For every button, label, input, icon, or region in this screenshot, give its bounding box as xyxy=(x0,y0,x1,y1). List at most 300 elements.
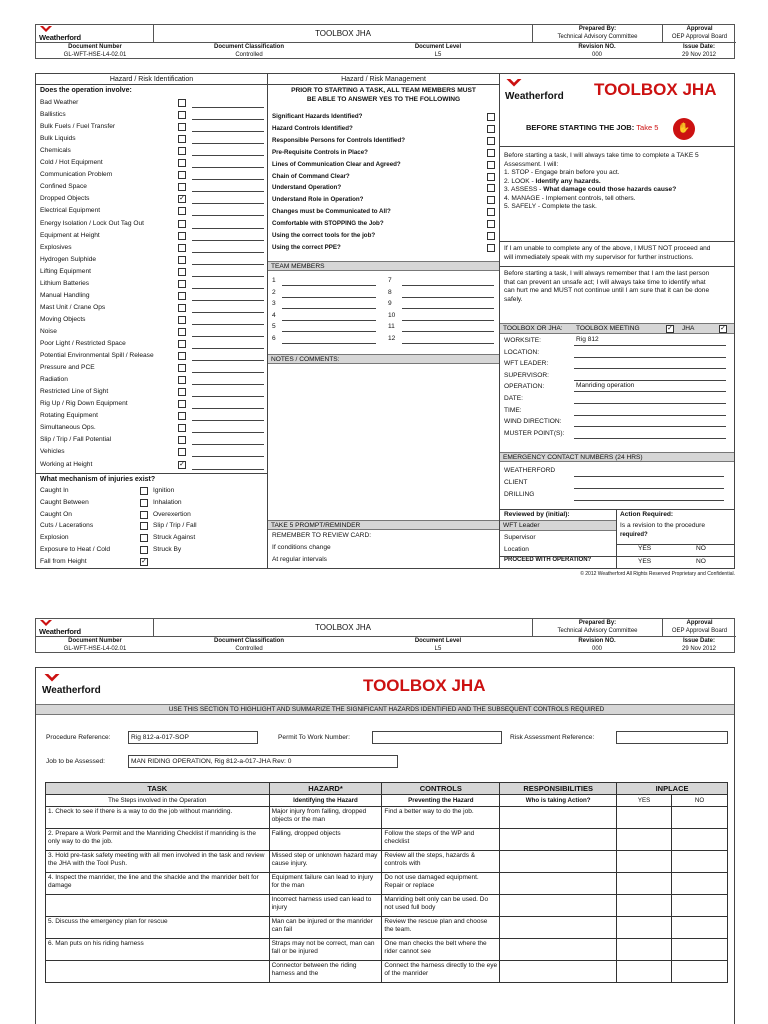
jha-resp-cell[interactable] xyxy=(500,961,617,983)
jha-no-cell[interactable] xyxy=(672,939,728,961)
jha-task-cell[interactable]: 4. Inspect the manrider, the line and the shackle and the manrider belt for damage xyxy=(46,873,270,895)
page2-company: Weatherford xyxy=(42,685,101,696)
team-member-line[interactable] xyxy=(282,320,376,321)
hazard-item-note-line[interactable] xyxy=(192,203,264,204)
page2-body xyxy=(35,667,735,1024)
hazard-item-note-line[interactable] xyxy=(192,288,264,289)
hazard-item-checkbox[interactable] xyxy=(178,99,186,107)
jha-hazard-cell[interactable]: Major injury from falling, dropped objects or the man xyxy=(269,807,382,829)
hazard-item-checkbox[interactable] xyxy=(178,280,186,288)
site-field-label: LOCATION: xyxy=(504,348,540,356)
hazard-item-note-line[interactable] xyxy=(192,456,264,457)
take5-prompt-title: TAKE 5 PROMPT/REMINDER xyxy=(268,520,499,530)
readiness-question: Understand Role in Operation? xyxy=(272,196,364,204)
team-member-line[interactable] xyxy=(402,343,494,344)
hazard-item-note-line[interactable] xyxy=(192,155,264,156)
jha-hazard-cell[interactable]: Incorrect harness used can lead to injury xyxy=(269,895,382,917)
jha-no-cell[interactable] xyxy=(672,917,728,939)
revision: Revision NO. 000 xyxy=(578,44,616,58)
site-field-value[interactable]: Rig 812 xyxy=(576,336,599,343)
hazard-item-checkbox[interactable] xyxy=(178,268,186,276)
issue-date: Issue Date: 29 Nov 2012 xyxy=(681,44,717,58)
jha-yes-cell[interactable] xyxy=(617,829,672,851)
toolbox-or-jha-row: TOOLBOX OR JHA: TOOLBOX MEETING ✓ JHA ✓ xyxy=(500,323,734,334)
site-field-line[interactable] xyxy=(574,438,726,439)
hazard-item xyxy=(40,110,295,120)
doc-level: Document Level L5 xyxy=(414,638,462,652)
team-member-number: 1 xyxy=(272,277,276,284)
jha-hazard-cell[interactable]: Falling, dropped objects xyxy=(269,829,382,851)
hazard-item-label: Equipment at Height xyxy=(40,231,100,239)
team-member-line[interactable] xyxy=(402,320,494,321)
job-label: Job to be Assessed: xyxy=(46,758,106,765)
site-field-line[interactable] xyxy=(574,345,726,346)
hazard-item xyxy=(40,327,295,337)
take5-panel: Weatherford TOOLBOX JHA BEFORE STARTING THE JOB: Take 5 ✋ Before starting a task, I will always take time to complete a TAKE 5 Assessment. I will: 1. STOP - Engage brain before you act. 2. LOOK - Identify any hazards. 3. ASSESS - What damage could those hazards cause? 4. MANAGE - Implement controls, tell others. 5. SAFELY - Complete the task. If I am unable to complete any of the above, I MUST NOT proceed and will immediately speak with my supervisor for further instructions. Before starting a task, I will always remember that I am the last person that can prevent an unsafe act; I will always take time to identify what can hurt me and MUST not continue until I am sure that it can be done safely. TOOLBOX OR JHA: TOOLBOX MEETING ✓ JHA ✓ WORKSITE: Rig 812 LOCATION: WFT LEADER: SUPERVISOR: OPERATION: Manriding operation DATE: TIME: WIND DIRECTION: MUSTER POINT(S): EMERGENCY CONTACT NUMBERS (24 HRS) WEATHERFORD CLIENT DRILLING Reviewed by (initial): Action Required: WFT Leader Supervisor Location PROCEED WITH OPERATION? Is a revision to the procedure required? YES NO YES NO xyxy=(499,73,735,569)
jha-resp-cell[interactable] xyxy=(500,917,617,939)
readiness-question: Understand Operation? xyxy=(272,184,342,192)
mechanism-checkbox[interactable] xyxy=(140,522,148,530)
hazard-item-note-line[interactable] xyxy=(192,107,264,108)
hazard-item-checkbox[interactable] xyxy=(178,388,186,396)
hazard-item-note-line[interactable] xyxy=(192,143,264,144)
hazard-item-note-line[interactable] xyxy=(192,167,264,168)
hazard-item-label: Hydrogen Sulphide xyxy=(40,255,97,263)
readiness-question: Comfortable with STOPPING the Job? xyxy=(272,220,384,228)
intervals-text: At regular intervals xyxy=(272,556,327,563)
revision: Revision NO. 000 xyxy=(578,638,616,652)
hazard-item-label: Chemicals xyxy=(40,147,71,155)
toolbox-meeting-checkbox[interactable]: ✓ xyxy=(667,325,673,332)
hazard-item xyxy=(40,255,295,265)
hazard-item-note-line[interactable] xyxy=(192,420,264,421)
team-member-number: 10 xyxy=(388,311,396,319)
hazard-item-checkbox[interactable] xyxy=(178,328,186,336)
hazard-item xyxy=(40,447,295,457)
site-field-line[interactable] xyxy=(574,403,726,404)
team-member-line[interactable] xyxy=(402,297,494,298)
hazard-item-note-line[interactable] xyxy=(192,384,264,385)
hazard-question: Does the operation involve: xyxy=(40,87,132,94)
doc-number: Document Number GL-WFT-HSE-L4-02.01 xyxy=(63,44,127,58)
readiness-checkbox[interactable] xyxy=(487,125,495,133)
readiness-checkbox[interactable] xyxy=(487,184,495,192)
hazard-item-checkbox[interactable] xyxy=(178,304,186,312)
team-member-line[interactable] xyxy=(282,331,376,332)
team-member-line[interactable] xyxy=(282,343,376,344)
hazard-item xyxy=(40,98,295,108)
permit-label: Permit To Work Number: xyxy=(278,734,350,741)
job-field[interactable]: MAN RIDING OPERATION, Rig 812-a-017-JHA Rev: 0 xyxy=(128,755,398,768)
jha-no-cell[interactable] xyxy=(672,873,728,895)
jha-resp-cell[interactable] xyxy=(500,807,617,829)
hazard-item-label: Bad Weather xyxy=(40,99,79,106)
supervisor-row: Supervisor xyxy=(504,534,536,541)
hazard-item-note-line[interactable] xyxy=(192,179,264,180)
hazard-item xyxy=(40,460,295,470)
jha-task-cell[interactable] xyxy=(46,895,270,917)
hazard-item-label: Restricted Line of Sight xyxy=(40,388,109,396)
hazard-item-checkbox[interactable] xyxy=(178,123,186,131)
jha-subheader-row: The Steps involved in the Operation Identifying the Hazard Preventing the Hazard Who is taking Action? YES NO xyxy=(46,795,728,807)
hazard-item-checkbox[interactable] xyxy=(178,340,186,348)
issue-date: Issue Date: 29 Nov 2012 xyxy=(681,638,717,652)
hazard-item xyxy=(40,170,295,180)
company-name: Weatherford xyxy=(39,33,81,42)
proc-ref-label: Procedure Reference: xyxy=(46,734,111,741)
doc-level: Document Level L5 xyxy=(414,44,462,58)
team-member-line[interactable] xyxy=(282,308,376,309)
page2-header xyxy=(35,618,735,653)
jha-no-cell[interactable] xyxy=(672,961,728,983)
mechanism-item: Cuts / Lacerations xyxy=(40,521,295,531)
hazard-item-label: Confined Space xyxy=(40,183,87,191)
jha-control-cell[interactable]: Follow the steps of the WP and checklist xyxy=(382,829,500,851)
jha-control-cell[interactable]: Manriding belt only can be used. Do not used full body xyxy=(382,895,500,917)
hazard-item-label: Noise xyxy=(40,327,57,335)
team-member-number: 2 xyxy=(272,288,276,296)
take5-company: Weatherford xyxy=(505,91,564,102)
readiness-checkbox[interactable] xyxy=(487,232,495,240)
jha-row xyxy=(46,873,728,895)
hazard-item-checkbox[interactable] xyxy=(178,448,186,456)
mechanism-item: Fall from Height ✓ xyxy=(40,557,147,565)
hazard-item-checkbox[interactable] xyxy=(178,424,186,432)
jha-row xyxy=(46,829,728,851)
revision-yes[interactable]: YES xyxy=(638,545,652,552)
col-responsibilities: RESPONSIBILITIES xyxy=(500,783,617,795)
hazard-item-note-line[interactable] xyxy=(192,408,264,409)
jha-yes-cell[interactable] xyxy=(617,917,672,939)
hazard-item xyxy=(40,288,295,301)
permit-field[interactable] xyxy=(372,731,502,744)
jha-resp-cell[interactable] xyxy=(500,851,617,873)
hazard-item-note-line[interactable] xyxy=(192,276,264,277)
notes-area[interactable] xyxy=(270,366,497,516)
mechanism-checkbox[interactable] xyxy=(140,511,148,519)
hazard-item-label: Slip / Trip / Fall Potential xyxy=(40,436,112,444)
prior-instruction: PRIOR TO STARTING A TASK, ALL TEAM MEMBERS MUST BE ABLE TO ANSWER YES TO THE FOLLOWING xyxy=(291,87,476,103)
approval: Approval OEP Approval Board xyxy=(662,25,736,43)
revision-question: Is a revision to the procedure xyxy=(620,522,706,529)
jha-hazard-cell[interactable]: Connector between the riding harness and the xyxy=(269,961,382,983)
jha-control-cell[interactable]: One man checks the belt where the rider cannot see xyxy=(382,939,500,961)
jha-hazard-cell[interactable]: Straps may not be correct, man can fall or be injured xyxy=(269,939,382,961)
jha-yes-cell[interactable] xyxy=(617,939,672,961)
hazard-item xyxy=(40,267,295,277)
readiness-question: Using the correct PPE? xyxy=(272,243,341,251)
hazard-item xyxy=(40,339,295,349)
site-field-label: WIND DIRECTION: xyxy=(504,418,562,426)
readiness-checkbox[interactable] xyxy=(487,161,495,169)
jha-hazard-cell[interactable]: Man can be injured or the manrider can fail xyxy=(269,917,382,939)
hazard-item-checkbox[interactable] xyxy=(178,412,186,420)
mechanism-item: Explosion xyxy=(40,533,295,543)
jha-control-cell[interactable]: Review all the steps, hazards & controls with xyxy=(382,851,500,873)
readiness-question: Changes must be Communicated to All? xyxy=(272,208,391,216)
hazard-item-label: Energy Isolation / Lock Out Tag Out xyxy=(40,219,144,227)
hazard-item xyxy=(40,158,295,168)
site-field-label: DATE: xyxy=(504,395,523,402)
risk-ref-field[interactable] xyxy=(616,731,728,744)
jha-control-cell[interactable]: Find a better way to do the job. xyxy=(382,807,500,829)
jha-no-cell[interactable] xyxy=(672,895,728,917)
col-controls: CONTROLS xyxy=(382,783,500,795)
site-field-label: OPERATION: xyxy=(504,383,545,391)
team-members-title: TEAM MEMBERS xyxy=(268,261,499,271)
action-required-label: Action Required: xyxy=(620,511,674,518)
team-member-number: 3 xyxy=(272,300,276,307)
readiness-question: Responsible Persons for Controls Identified? xyxy=(272,136,406,144)
hazard-item-note-line[interactable] xyxy=(192,444,264,445)
hazard-item-note-line[interactable] xyxy=(192,312,264,313)
mechanism-checkbox[interactable] xyxy=(140,499,148,507)
mechanism-checkbox[interactable] xyxy=(140,487,148,495)
team-member-number: 8 xyxy=(388,288,392,296)
readiness-checkbox[interactable] xyxy=(487,196,495,204)
emergency-contacts: WEATHERFORD CLIENT DRILLING xyxy=(504,467,556,498)
hazard-item xyxy=(40,279,295,289)
jha-hazard-cell[interactable]: Missed step or unknown hazard may cause injury. xyxy=(269,851,382,873)
hazard-item-checkbox[interactable] xyxy=(178,220,186,228)
readiness-checkbox[interactable] xyxy=(487,149,495,157)
hazard-item-label: Working at Height xyxy=(40,460,93,468)
hazard-item-label: Manual Handling xyxy=(40,291,90,299)
hazard-item-note-line[interactable] xyxy=(192,228,264,229)
hazard-item-label: Ballistics xyxy=(40,111,66,119)
site-field-line[interactable] xyxy=(574,426,726,427)
risk-ref-label: Risk Assessment Reference: xyxy=(510,734,595,741)
hazard-item-note-line[interactable] xyxy=(192,264,264,265)
mechanism-checkbox[interactable] xyxy=(140,546,148,554)
site-field-value[interactable]: Manriding operation xyxy=(576,382,635,390)
readiness-checkbox[interactable] xyxy=(487,208,495,216)
hazard-item-note-line[interactable] xyxy=(192,240,264,241)
hazard-item-note-line[interactable] xyxy=(192,119,264,120)
jha-row xyxy=(46,961,728,983)
hazard-item-label: Explosives xyxy=(40,243,72,251)
hazard-item xyxy=(40,423,295,433)
company-name: Weatherford xyxy=(39,627,81,636)
hazard-item-note-line[interactable] xyxy=(192,348,264,349)
jha-resp-cell[interactable] xyxy=(500,873,617,895)
hazard-item-note-line[interactable] xyxy=(192,191,264,192)
jha-row xyxy=(46,851,728,873)
jha-no-cell[interactable] xyxy=(672,807,728,829)
remember-text: REMEMBER TO REVIEW CARD: xyxy=(272,532,372,539)
hazard-item-checkbox[interactable] xyxy=(178,183,186,191)
hazard-item-checkbox[interactable] xyxy=(178,436,186,444)
hazard-item-checkbox[interactable] xyxy=(178,159,186,167)
readiness-checkbox[interactable] xyxy=(487,113,495,121)
site-field-label: MUSTER POINT(S): xyxy=(504,429,565,437)
hazard-item-checkbox[interactable] xyxy=(178,376,186,384)
mechanism-item: Caught In xyxy=(40,486,295,496)
jha-resp-cell[interactable] xyxy=(500,829,617,851)
copyright: © 2012 Weatherford All Rights Reserved Proprietary and Confidential. xyxy=(580,571,735,577)
team-member-number: 12 xyxy=(388,334,396,342)
hazard-item-checkbox[interactable] xyxy=(178,244,186,252)
jha-yes-cell[interactable] xyxy=(617,961,672,983)
hazard-item-note-line[interactable] xyxy=(192,396,264,397)
if-change-text: If conditions change xyxy=(272,544,331,551)
hazard-item-checkbox[interactable] xyxy=(178,147,186,155)
jha-resp-cell[interactable] xyxy=(500,939,617,961)
weatherford-logo-icon xyxy=(44,674,60,684)
hazard-item-note-line[interactable] xyxy=(192,215,264,216)
jha-control-cell[interactable]: Do not use damaged equipment. Repair or replace xyxy=(382,873,500,895)
hazard-item xyxy=(40,146,295,156)
jha-task-cell[interactable]: 6. Man puts on his riding harness xyxy=(46,939,270,961)
jha-task-cell[interactable]: 1. Check to see if there is a way to do the job without manriding. xyxy=(46,807,270,829)
take5-instructions: Before starting a task, I will always take time to complete a TAKE 5 Assessment. I will: 1. STOP - Engage brain before you act. 2. LOOK - Identify any hazards. 3. ASSESS - What damage could those hazards cause? 4. MANAGE - Implement controls, tell others. 5. SAFELY - Complete the task. xyxy=(504,152,699,210)
readiness-checkbox[interactable] xyxy=(487,137,495,145)
jha-yes-cell[interactable] xyxy=(617,873,672,895)
doc-classification: Document Classification Controlled xyxy=(213,638,284,652)
mechanism-item: Struck Against xyxy=(153,534,196,542)
team-member-line[interactable] xyxy=(282,297,376,298)
page2-banner: USE THIS SECTION TO HIGHLIGHT AND SUMMARIZE THE SIGNIFICANT HAZARDS IDENTIFIED AND THE SUBSEQUENT CONTROLS REQUIRED xyxy=(36,704,734,715)
hazard-item-note-line[interactable] xyxy=(192,300,264,301)
hazard-item xyxy=(40,231,295,241)
hazard-item-label: Lifting Equipment xyxy=(40,267,91,275)
team-member-number: 4 xyxy=(272,311,276,319)
hazard-item-note-line[interactable] xyxy=(192,372,264,373)
hazard-item-checkbox[interactable] xyxy=(178,256,186,264)
jha-row xyxy=(46,807,728,829)
hazard-item-note-line[interactable] xyxy=(192,131,264,132)
jha-task-cell[interactable] xyxy=(46,961,270,983)
doc-classification: Document Classification Controlled xyxy=(213,44,284,58)
site-field-line[interactable] xyxy=(574,391,726,392)
jha-task-cell[interactable]: 2. Prepare a Work Permit and the Manriding Checklist if manriding is the only way to do the job. xyxy=(46,829,270,851)
hazard-item-label: Mast Unit / Crane Ops xyxy=(40,303,106,311)
approval: Approval OEP Approval Board xyxy=(662,619,736,637)
hazard-item xyxy=(40,363,295,373)
site-field-line[interactable] xyxy=(574,380,726,381)
hazard-item-checkbox[interactable]: ✓ xyxy=(179,195,185,203)
hazard-item-checkbox[interactable] xyxy=(178,135,186,143)
hazard-item xyxy=(40,219,295,229)
before-starting: BEFORE STARTING THE JOB: Take 5 xyxy=(526,123,659,132)
site-field-line[interactable] xyxy=(574,368,726,369)
hazard-item-checkbox[interactable] xyxy=(178,207,186,215)
page1-header xyxy=(35,24,735,59)
jha-yes-cell[interactable] xyxy=(617,807,672,829)
proceed-yes[interactable]: YES xyxy=(638,558,652,565)
jha-yes-cell[interactable] xyxy=(617,895,672,917)
mechanism-item: Slip / Trip / Fall xyxy=(153,522,197,530)
mechanism-checkbox[interactable]: ✓ xyxy=(141,557,147,565)
readiness-checkbox[interactable] xyxy=(487,220,495,228)
hazard-item xyxy=(40,182,295,192)
hazard-item-note-line[interactable] xyxy=(192,432,264,433)
hazard-item-note-line[interactable] xyxy=(192,336,264,337)
site-field-line[interactable] xyxy=(574,357,726,358)
hazard-item-note-line[interactable] xyxy=(192,469,264,470)
jha-row xyxy=(46,939,728,961)
jha-no-cell[interactable] xyxy=(672,851,728,873)
hazard-item xyxy=(40,303,295,313)
jha-checkbox[interactable]: ✓ xyxy=(720,325,726,332)
jha-yes-cell[interactable] xyxy=(617,851,672,873)
readiness-question: Using the correct tools for the job? xyxy=(272,232,376,239)
jha-resp-cell[interactable] xyxy=(500,895,617,917)
hazard-item-checkbox[interactable] xyxy=(178,316,186,324)
team-member-number: 9 xyxy=(388,300,392,307)
hazard-item-checkbox[interactable]: ✓ xyxy=(179,460,185,468)
stop-hand-icon: ✋ xyxy=(673,118,695,140)
jha-control-cell[interactable]: Connect the harness directly to the eye of the manrider xyxy=(382,961,500,983)
jha-hazard-cell[interactable]: Equipment failure can lead to injury for the man xyxy=(269,873,382,895)
readiness-checkbox[interactable] xyxy=(487,173,495,181)
hazard-item-note-line[interactable] xyxy=(192,252,264,253)
site-field-label: WORKSITE: xyxy=(504,337,541,344)
header-title: TOOLBOX JHA xyxy=(154,619,532,637)
page2-title: TOOLBOX JHA xyxy=(363,676,486,695)
jha-control-cell[interactable]: Review the rescue plan and choose the team. xyxy=(382,917,500,939)
weatherford-logo-icon xyxy=(506,79,522,89)
hazard-item-checkbox[interactable] xyxy=(178,232,186,240)
readiness-question: Hazard Controls Identified? xyxy=(272,124,353,132)
mechanism-item: Ignition xyxy=(153,487,175,494)
hazard-item-label: Vehicles xyxy=(40,448,65,456)
hazard-item-label: Moving Objects xyxy=(40,315,86,323)
site-field-line[interactable] xyxy=(574,415,726,416)
header-title: TOOLBOX JHA xyxy=(154,25,532,43)
header-logo xyxy=(36,619,154,637)
mechanism-checkbox[interactable] xyxy=(140,534,148,542)
jha-task-cell[interactable]: 5. Discuss the emergency plan for rescue xyxy=(46,917,270,939)
team-member-line[interactable] xyxy=(402,308,494,309)
team-member-number: 7 xyxy=(388,277,392,284)
jha-no-cell[interactable] xyxy=(672,829,728,851)
hazard-item-checkbox[interactable] xyxy=(178,292,186,300)
mechanism-item: Inhalation xyxy=(153,498,182,506)
site-field-label: WFT LEADER: xyxy=(504,360,549,368)
team-member-line[interactable] xyxy=(402,285,494,286)
hazard-item-label: Electrical Equipment xyxy=(40,207,101,215)
hazard-item-note-line[interactable] xyxy=(192,324,264,325)
jha-header-row xyxy=(46,783,728,795)
hazard-item xyxy=(40,134,295,144)
hazard-item xyxy=(40,387,295,397)
mechanism-item: Overexertion xyxy=(153,510,191,518)
location-row: Location xyxy=(504,546,529,553)
col-task: TASK xyxy=(46,783,270,795)
proceed-no[interactable]: NO xyxy=(696,558,706,565)
team-member-line[interactable] xyxy=(402,331,494,332)
hazard-item-checkbox[interactable] xyxy=(178,400,186,408)
proc-ref-field[interactable]: Rig 812-a-017-SOP xyxy=(128,731,258,744)
team-member-line[interactable] xyxy=(282,285,376,286)
reviewed-by-label: Reviewed by (initial): xyxy=(504,511,570,518)
hazard-item xyxy=(40,411,295,421)
hazard-item-label: Bulk Liquids xyxy=(40,135,76,143)
readiness-question: Chain of Command Clear? xyxy=(272,172,350,180)
hazard-item-note-line[interactable] xyxy=(192,360,264,361)
site-field-label: TIME: xyxy=(504,406,522,414)
hazard-item-checkbox[interactable] xyxy=(178,364,186,372)
revision-no[interactable]: NO xyxy=(696,545,706,552)
jha-task-cell[interactable]: 3. Hold pre-task safety meeting with all men involved in the task and review the JHA with the Tool Push. xyxy=(46,851,270,873)
prepared-by: Prepared By: Technical Advisory Committee xyxy=(532,25,662,43)
wft-leader-row: WFT Leader xyxy=(500,520,616,531)
hazard-item-checkbox[interactable] xyxy=(178,111,186,119)
readiness-checkbox[interactable] xyxy=(487,244,495,252)
hazard-item-checkbox[interactable] xyxy=(178,171,186,179)
hazard-item-checkbox[interactable] xyxy=(178,352,186,360)
